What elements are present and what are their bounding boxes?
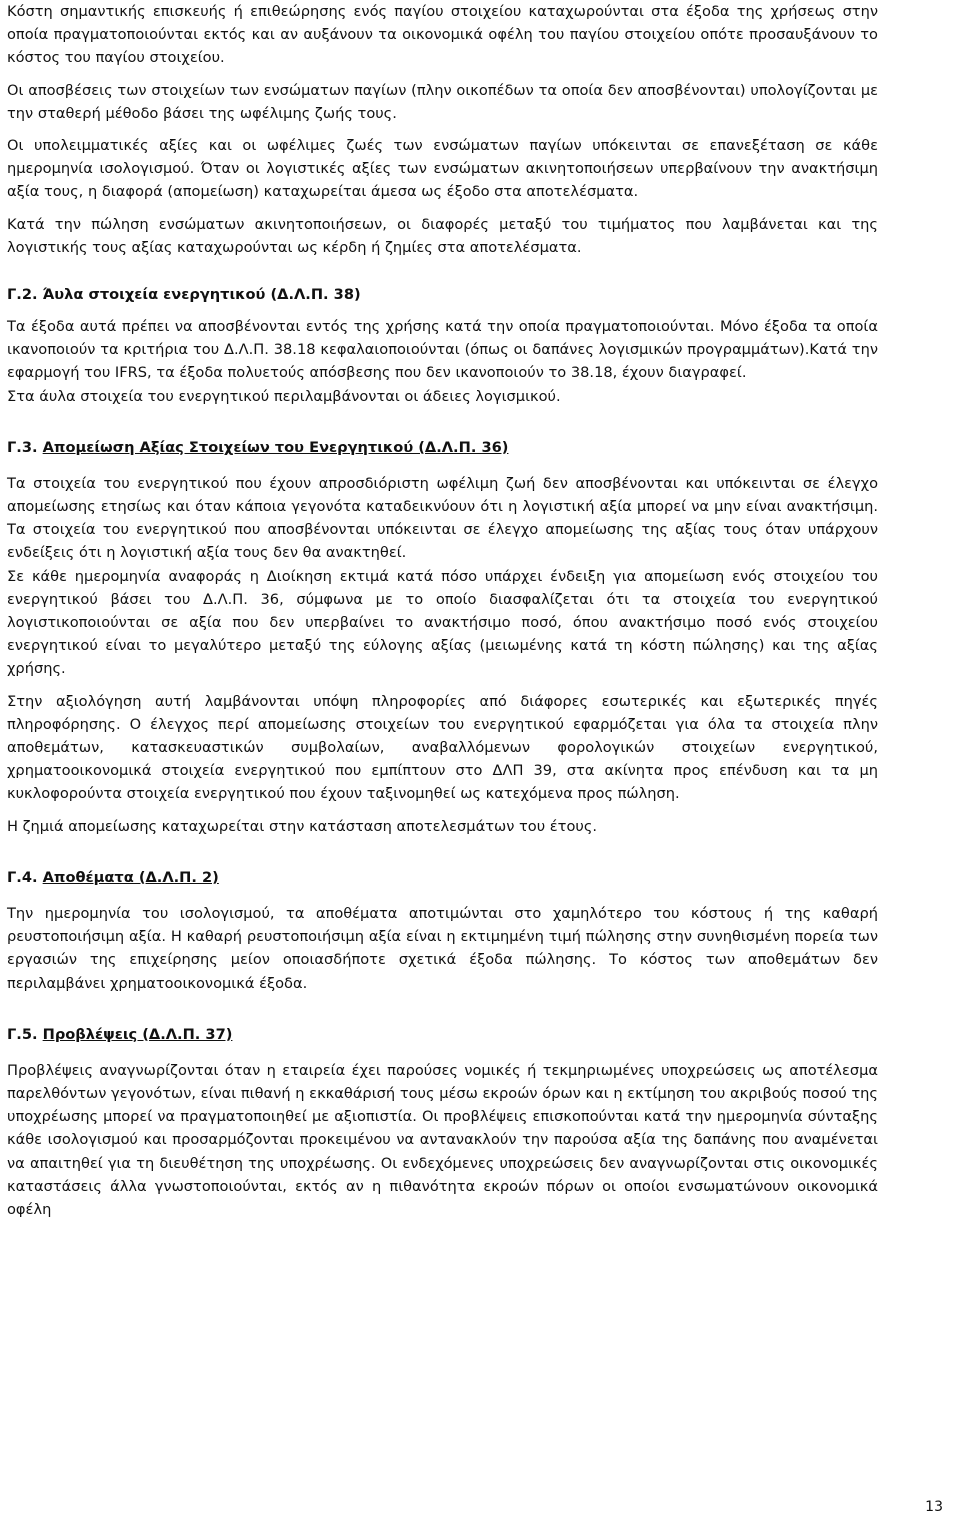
section-heading-g3 (7, 436, 878, 459)
paragraph-impairment-2: Σε κάθε ημερομηνία αναφοράς η Διοίκηση εκτιμά κατά πόσο υπάρχει ένδειξη για απομείωση ενός στοιχείου του ενεργητικού βάσει του Δ.Λ.Π. 36, σύμφωνα με το οποίο διασφαλίζεται ότι τα στοιχεία του ενεργητικού λογιστικοποιούνται σε αξία που δεν υπερβαίνει το ανακτήσιμο ποσό, όπου ανακτήσιμο ποσό ενός στοιχείου ενεργητικού είναι το μεγαλύτερο μεταξύ της εύλογης αξίας (μειωμένης κατά τη κόστη πώλησης) και της αξίας χρήσης. (7, 567, 878, 678)
section-title-g4: Αποθέματα (Δ.Λ.Π. 2) (42, 868, 219, 886)
paragraph-residual-values: Οι υπολειμματικές αξίες και οι ωφέλιμες ζωές των ενσώματων παγίων υπόκεινται σε επανεξέταση σε κάθε ημερομηνία ισολογισμού. Όταν οι λογιστικές αξίες των ενσώματων ακινητοποιήσεων υπερβαίνουν την ανακτήσιμη αξία τους, η διαφορά (απομείωση) καταχωρείται άμεσα ως έξοδο στα αποτελέσματα. (7, 137, 878, 201)
paragraph-inventories: Την ημερομηνία του ισολογισμού, τα αποθέματα αποτιμώνται στο χαμηλότερο του κόστους ή της καθαρή ρευστοποιήσιμη αξία. Η καθαρή ρευστοποιήσιμη αξία είναι η εκτιμημένη τιμή πώλησης στην συνηθισμένη πορεία των εργασιών της επιχείρησης μείον οποιασδήποτε σχετικά έξοδα πώλησης. Το κόστος των αποθεμάτων δεν περιλαμβάνει χρηματοοικονομικά έξοδα. (7, 904, 878, 992)
paragraph-intro-continued: Κόστη σημαντικής επισκευής ή επιθεώρησης ενός παγίου στοιχείου καταχωρούνται στα έξοδα της χρήσεως στην οποία πραγματοποιούνται εκτός και αν αυξάνουν τα οικονομικά οφέλη του παγίου στοιχείου οπότε προσαυξάνουν το κόστος του παγίου στοιχείου. (7, 3, 878, 67)
document-page (7, 0, 878, 1221)
paragraph-depreciation: Οι αποσβέσεις των στοιχείων των ενσώματων παγίων (πλην οικοπέδων τα οποία δεν αποσβένονται) υπολογίζονται με την σταθερή μέθοδο βάσει της ωφέλιμης ζωής τους. (7, 81, 878, 122)
paragraph-impairment-1: Τα στοιχεία του ενεργητικού που έχουν απροσδιόριστη ωφέλιμη ζωή δεν αποσβένονται και υπόκεινται σε έλεγχο απομείωσης ετησίως και όταν κάποια γεγονότα καταδεικνύουν ότι η λογιστική αξία μπορεί να μην είναι ανακτήσιμη. Τα στοιχεία του ενεργητικού που αποσβένονται υπόκεινται σε έλεγχο απομείωσης της αξίας τους όταν υπάρχουν ενδείξεις ότι η λογιστική αξία τους δεν θα ανακτηθεί. (7, 474, 878, 562)
paragraph-intangibles-2: Στα άυλα στοιχεία του ενεργητικού περιλαμβάνονται οι άδειες λογισμικού. (7, 387, 561, 405)
section-title-g5: Προβλέψεις (Δ.Λ.Π. 37) (42, 1025, 233, 1043)
section-number-g4: Γ.4. (7, 868, 43, 886)
section-number-g3: Γ.3. (7, 438, 43, 456)
paragraph-provisions: Προβλέψεις αναγνωρίζονται όταν η εταιρεία έχει παρούσες νομικές ή τεκμηριωμένες υποχρεώσεις ως αποτέλεσμα παρελθόντων γεγονότων, είναι πιθανή η εκκαθάρισή τους μέσω εκροών όρων και η εκτίμηση του ακριβούς ποσού της υποχρέωσης μπορεί να πραγματοποιηθεί με αξιοπιστία. Οι προβλέψεις επισκοπούνται κατά την ημερομηνία σύνταξης κάθε ισολογισμού και προσαρμόζονται προκειμένου να αντανακλούν την παρούσα αξία της δαπάνης που αναμένεται να απαιτηθεί για τη διευθέτηση της υποχρέωσης. Οι ενδεχόμενες υποχρεώσεις δεν αναγνωρίζονται στις οικονομικές καταστάσεις άλλα γνωστοποιούνται, εκτός αν η πιθανότητα εκροών πόρων οι οποίοι ενσωματώνουν οικονομικά οφέλη (7, 1061, 878, 1218)
section-heading-g5 (7, 1023, 878, 1046)
section-heading-g2 (7, 283, 878, 306)
paragraph-intangibles-1: Τα έξοδα αυτά πρέπει να αποσβένονται εντός της χρήσης κατά την οποία πραγματοποιούνται. Μόνο έξοδα τα οποία ικανοποιούν τα κριτήρια του Δ.Λ.Π. 38.18 κεφαλαιοποιούνται (όπως οι δαπάνες λογισμικών προγραμμάτων).Κατά την εφαρμογή του IFRS, τα έξοδα πολυετούς απόσβεσης που δεν ικανοποιούν το 38.18, έχουν διαγραφεί. (7, 318, 878, 382)
section-number-g2: Γ.2. (7, 286, 43, 304)
page-number: 13 (925, 1499, 943, 1515)
section-heading-g4 (7, 866, 878, 889)
section-title-g2: Άυλα στοιχεία ενεργητικού (Δ.Λ.Π. 38) (42, 286, 361, 304)
paragraph-impairment-4: Η ζημιά απομείωσης καταχωρείται στην κατάσταση αποτελεσμάτων του έτους. (7, 817, 598, 835)
section-title-g3: Απομείωση Αξίας Στοιχείων του Ενεργητικού (Δ.Λ.Π. 36) (42, 438, 509, 456)
section-number-g5: Γ.5. (7, 1025, 43, 1043)
paragraph-sale-of-assets: Κατά την πώληση ενσώματων ακινητοποιήσεων, οι διαφορές μεταξύ του τιμήματος που λαμβάνεται και της λογιστικής τους αξίας καταχωρούνται ως κέρδη ή ζημίες στα αποτελέσματα. (7, 215, 878, 256)
paragraph-impairment-3: Στην αξιολόγηση αυτή λαμβάνονται υπόψη πληροφορίες από διάφορες εσωτερικές και εξωτερικές πηγές πληροφόρησης. Ο έλεγχος περί απομείωσης στοιχείων του ενεργητικού εφαρμόζεται για όλα τα στοιχεία πλην αποθεμάτων, κατασκευαστικών συμβολαίων, αναβαλλόμενων φορολογικών στοιχείων ενεργητικού, χρηματοοικονομικά στοιχεία ενεργητικού που εμπίπτουν στο ΔΛΠ 39, στα ακίνητα προς επένδυση και τα μη κυκλοφορούντα στοιχεία ενεργητικού που έχουν ταξινομηθεί ως κατεχόμενα προς πώληση. (7, 692, 878, 803)
